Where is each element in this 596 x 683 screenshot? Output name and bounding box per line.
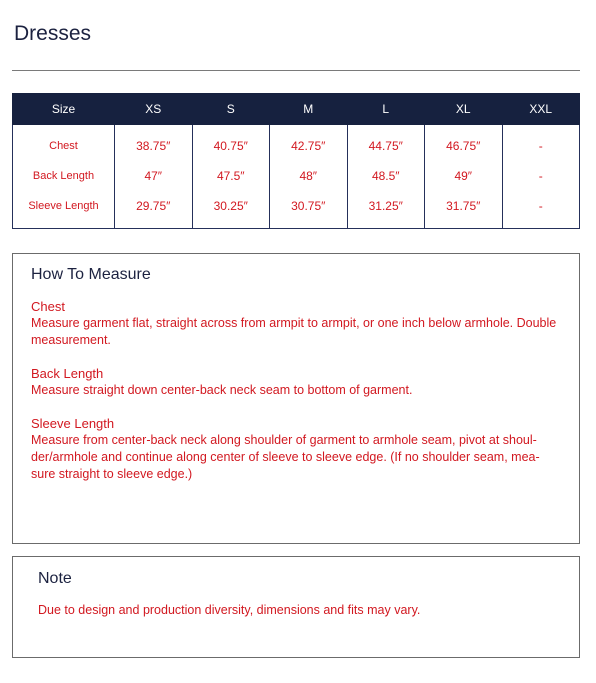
note-title: Note	[38, 570, 72, 587]
section-text: Measure straight down center-back neck seam to bottom of garment.	[31, 383, 413, 397]
note-panel	[12, 556, 580, 658]
section-heading: Chest	[31, 299, 65, 314]
table-cell: 31.75″	[446, 199, 481, 213]
size-header-row	[13, 94, 580, 125]
title-divider	[12, 70, 580, 71]
header-m: M	[270, 94, 348, 125]
header-xxl: XXL	[502, 94, 580, 125]
section-text: Measure from center-back neck along shoulder of garment to armhole seam, pivot at shoul-der/armhole and continue along center of sleeve to sleeve edge. (If no shoulder seam, mea-sure straight to sleeve edge.)	[31, 433, 540, 481]
table-cell: 38.75″	[136, 139, 171, 153]
measure-section-back-length	[31, 365, 563, 399]
measure-section-sleeve-length	[31, 415, 563, 483]
table-cell: 47.5″	[216, 169, 245, 183]
row-labels-column	[13, 125, 115, 229]
section-heading: Back Length	[31, 366, 104, 381]
table-cell: 30.75″	[291, 199, 326, 213]
table-cell: -	[538, 139, 543, 153]
section-heading: Sleeve Length	[31, 416, 115, 431]
table-cell: 48″	[299, 169, 318, 183]
row-label-sleeve-length: Sleeve Length	[28, 200, 99, 212]
page-title: Dresses	[14, 22, 92, 45]
table-cell: -	[538, 199, 543, 213]
column-xxl	[502, 125, 580, 229]
table-cell: 29.75″	[136, 199, 171, 213]
table-row	[13, 125, 580, 229]
table-cell: 42.75″	[291, 139, 326, 153]
measure-section-chest	[31, 298, 563, 349]
how-to-measure-panel	[12, 253, 580, 544]
table-cell: -	[538, 169, 543, 183]
note-text: Due to design and production diversity, dimensions and fits may vary.	[38, 603, 421, 617]
header-s: S	[192, 94, 270, 125]
size-chart-table	[12, 93, 580, 229]
how-to-measure-title: How To Measure	[31, 266, 151, 283]
column-xs	[115, 125, 193, 229]
table-cell: 31.25″	[368, 199, 403, 213]
row-label-chest: Chest	[49, 140, 78, 152]
column-l	[347, 125, 425, 229]
header-xs: XS	[115, 94, 193, 125]
header-l: L	[347, 94, 425, 125]
column-s	[192, 125, 270, 229]
table-cell: 30.25″	[213, 199, 248, 213]
column-xl	[425, 125, 503, 229]
header-size: Size	[13, 94, 115, 125]
table-cell: 48.5″	[371, 169, 400, 183]
row-label-back-length: Back Length	[32, 170, 95, 182]
section-text: Measure garment flat, straight across from armpit to armpit, or one inch below armhole. Double measurement.	[31, 316, 557, 347]
table-cell: 46.75″	[446, 139, 481, 153]
table-cell: 40.75″	[213, 139, 248, 153]
table-cell: 44.75″	[368, 139, 403, 153]
table-cell: 47″	[144, 169, 163, 183]
table-cell: 49″	[454, 169, 473, 183]
column-m	[270, 125, 348, 229]
header-xl: XL	[425, 94, 503, 125]
